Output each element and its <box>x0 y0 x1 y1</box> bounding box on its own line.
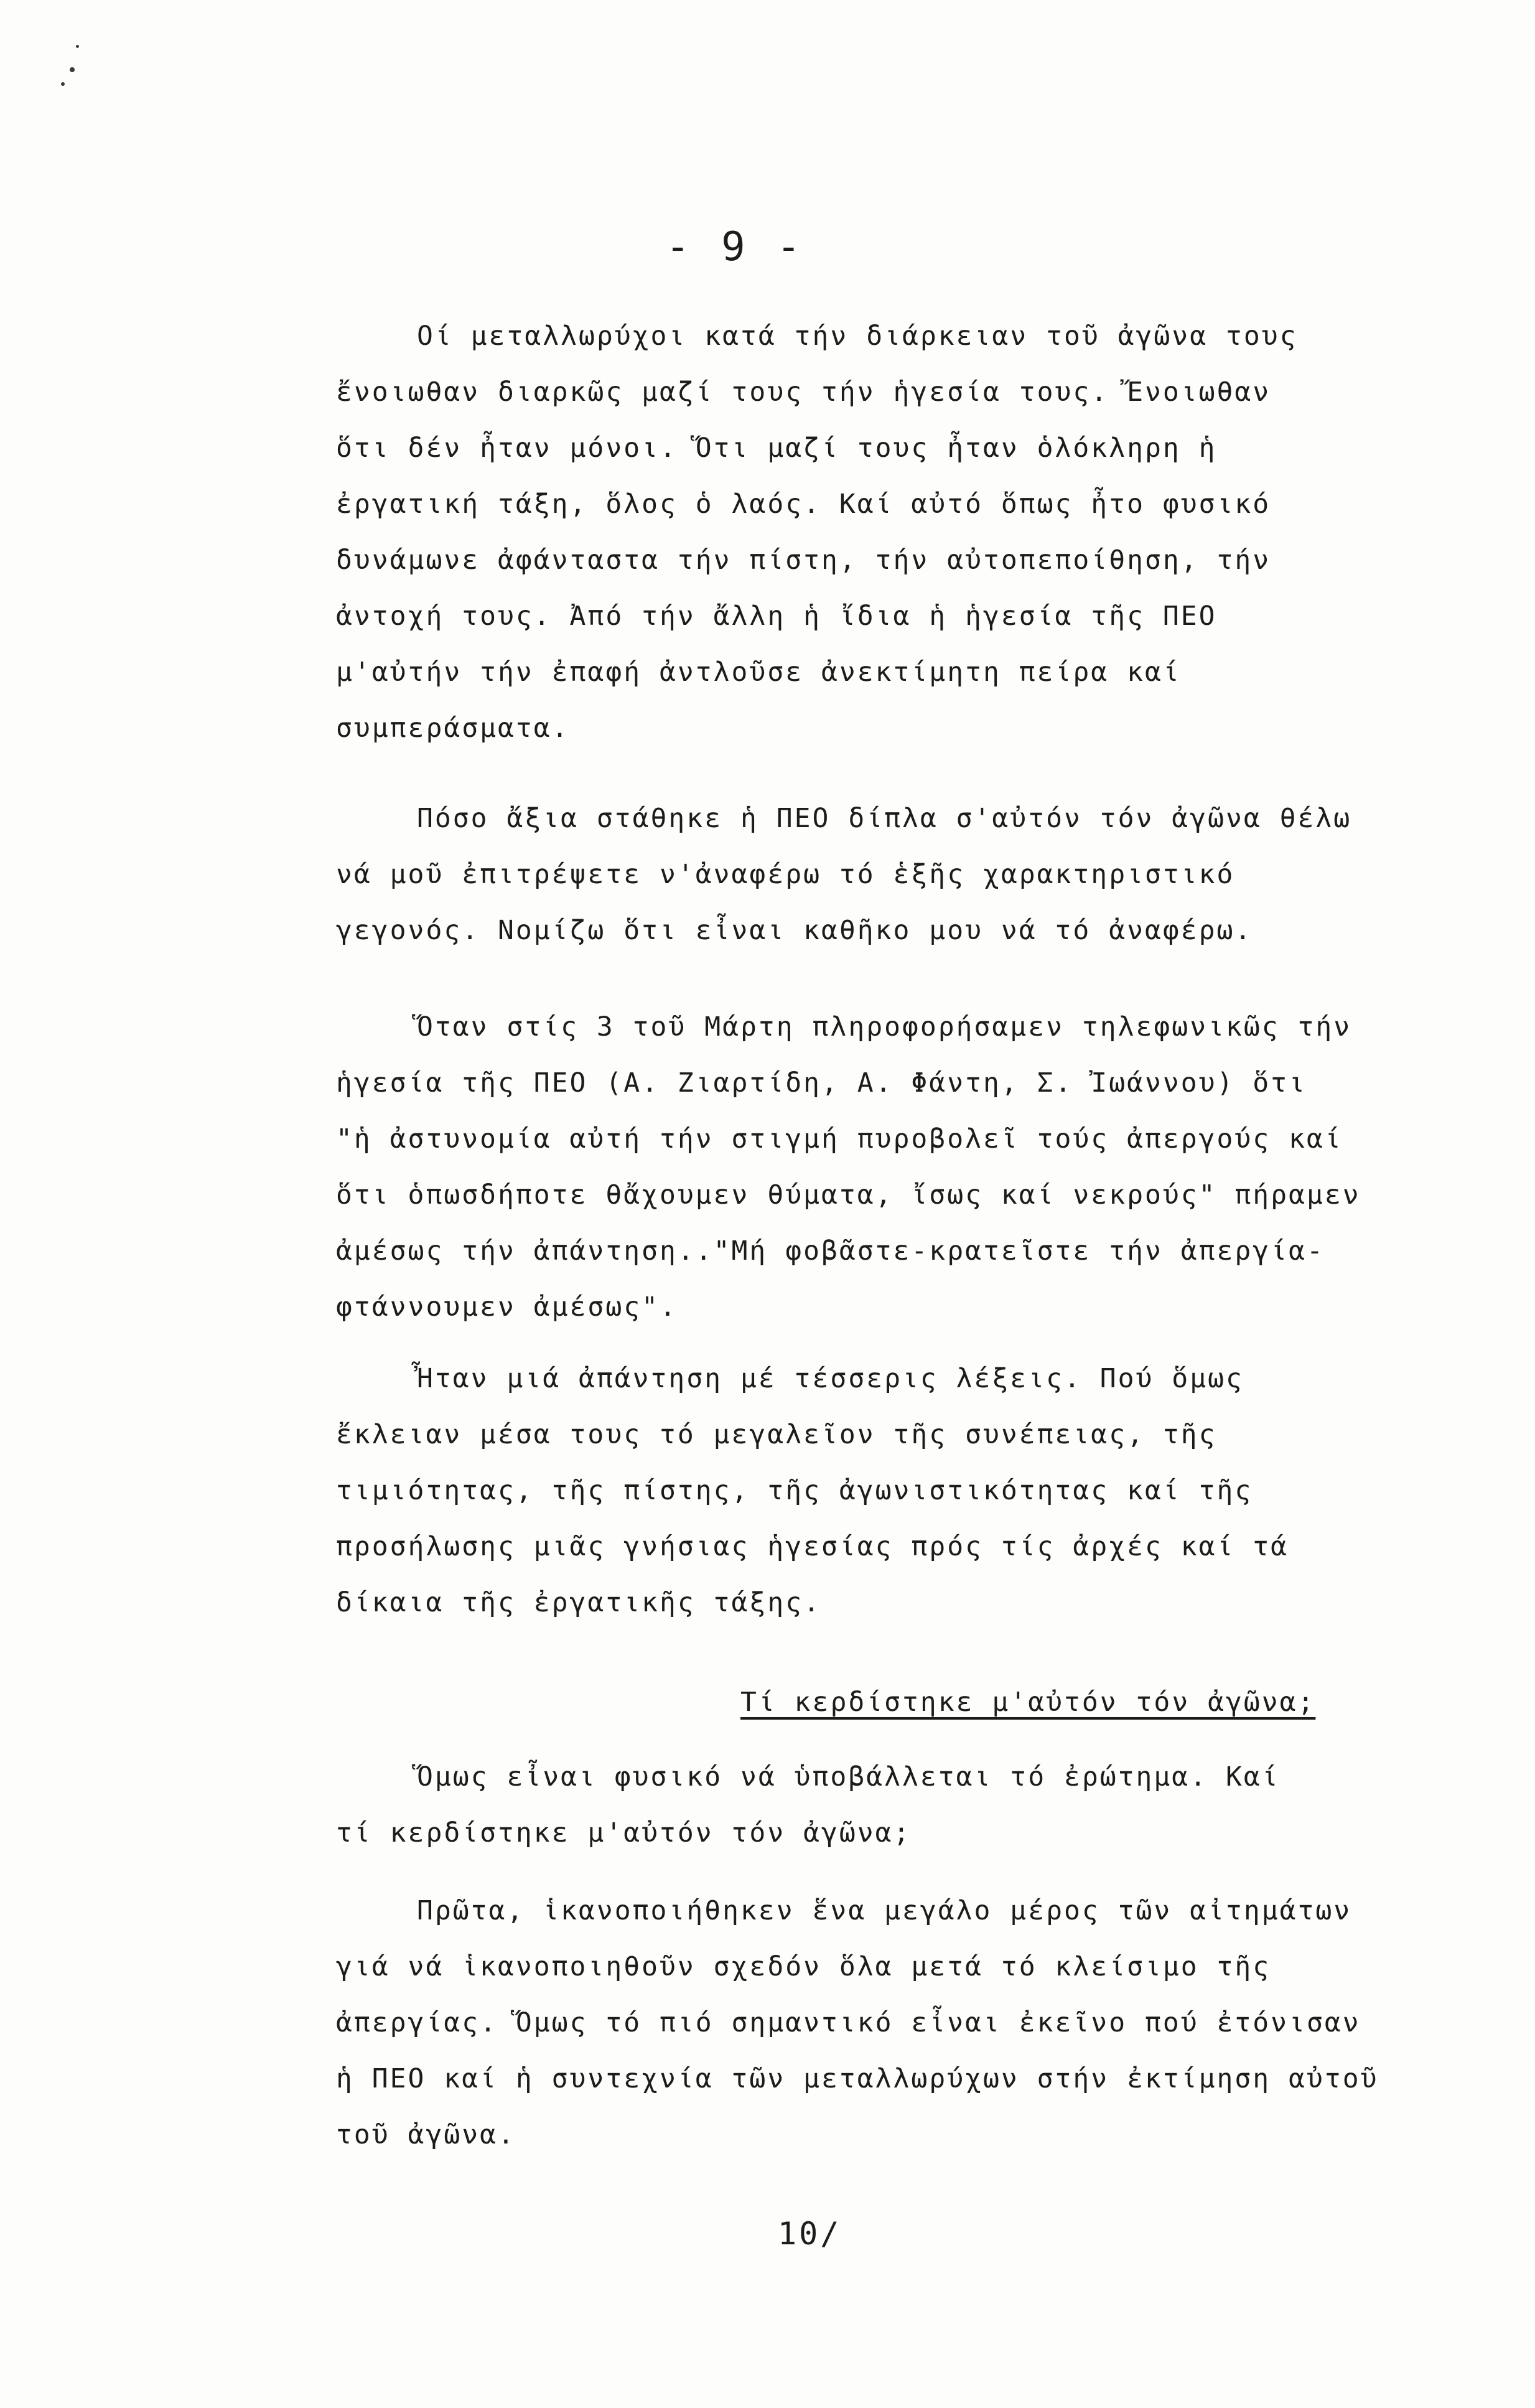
text-line: δυνάμωνε ἀφάνταστα τήν πίστη, τήν αὐτοπεποίθηση, τήν <box>336 545 1271 576</box>
text-line: Πόσο ἄξια στάθηκε ἡ ΠΕΟ δίπλα σ'αὐτόν τόν ἀγῶνα θέλω <box>417 803 1352 834</box>
text-line: ἐργατική τάξη, ὅλος ὁ λαός. Καί αὐτό ὅπως ἦτο φυσικό <box>336 489 1271 520</box>
paragraph-4 <box>336 1351 1394 1631</box>
text-line: "ἡ ἀστυνομία αὐτή τήν στιγμή πυροβολεῖ τούς ἀπεργούς καί <box>336 1123 1343 1155</box>
scan-speck <box>61 82 65 86</box>
text-line: ὅτι δέν ἦταν μόνοι. Ὅτι μαζί τους ἦταν ὁλόκληρη ἡ <box>336 433 1217 464</box>
text-line: ἀμέσως τήν ἀπάντηση.."Μή φοβᾶστε-κρατεῖστε τήν ἀπεργία- <box>336 1235 1325 1267</box>
text-line: προσήλωσης μιᾶς γνήσιας ἡγεσίας πρός τίς ἀρχές καί τά <box>336 1531 1289 1562</box>
paragraph-6 <box>336 1883 1394 2163</box>
paragraph-5 <box>336 1749 1394 1861</box>
text-line: ὅτι ὁπωσδήποτε θἄχουμεν θύματα, ἴσως καί νεκρούς" πήραμεν <box>336 1179 1361 1211</box>
text-line: ἀπεργίας. Ὅμως τό πιό σημαντικό εἶναι ἐκεῖνο πού ἐτόνισαν <box>336 2007 1361 2038</box>
scan-speck <box>70 67 75 72</box>
text-line: ἔνοιωθαν διαρκῶς μαζί τους τήν ἡγεσία τους. Ἔνοιωθαν <box>336 377 1271 408</box>
text-line: συμπεράσματα. <box>336 713 570 744</box>
text-line: γιά νά ἱκανοποιηθοῦν σχεδόν ὅλα μετά τό κλείσιμο τῆς <box>336 1951 1271 1982</box>
text-line: Ἦταν μιά ἀπάντηση μέ τέσσερις λέξεις. Πού ὅμως <box>417 1363 1244 1394</box>
text-line: τοῦ ἀγῶνα. <box>336 2119 516 2150</box>
text-line: φτάννουμεν ἀμέσως". <box>336 1291 678 1323</box>
scan-speck <box>76 45 79 48</box>
text-line: Ὅμως εἶναι φυσικό νά ὑποβάλλεται τό ἐρώτημα. Καί <box>417 1761 1280 1792</box>
text-line: ἀντοχή τους. Ἀπό τήν ἄλλη ἡ ἴδια ἡ ἡγεσία τῆς ΠΕΟ <box>336 601 1217 632</box>
text-line: γεγονός. Νομίζω ὅτι εἶναι καθῆκο μου νά τό ἀναφέρω. <box>336 915 1253 946</box>
paragraph-2 <box>336 790 1394 958</box>
text-line: ἡ ΠΕΟ καί ἡ συντεχνία τῶν μεταλλωρύχων στήν ἐκτίμηση αὐτοῦ <box>336 2063 1379 2094</box>
continuation-marker: 10/ <box>778 2216 842 2252</box>
text-line: Οί μεταλλωρύχοι κατά τήν διάρκειαν τοῦ ἀγῶνα τους <box>417 321 1298 352</box>
page-number: - 9 - <box>666 224 805 270</box>
paragraph-1 <box>336 308 1394 756</box>
text-line: Ὅταν στίς 3 τοῦ Μάρτη πληροφορήσαμεν τηλεφωνικῶς τήν <box>417 1011 1352 1042</box>
text-line: τιμιότητας, τῆς πίστης, τῆς ἀγωνιστικότητας καί τῆς <box>336 1475 1253 1506</box>
text-line: μ'αὐτήν τήν ἐπαφή ἀντλοῦσε ἀνεκτίμητη πείρα καί <box>336 657 1181 688</box>
text-line: Πρῶτα, ἱκανοποιήθηκεν ἕνα μεγάλο μέρος τῶν αἰτημάτων <box>417 1895 1352 1926</box>
text-line: ἡγεσία τῆς ΠΕΟ (Α. Ζιαρτίδη, Α. Φάντη, Σ. Ἰωάννου) ὅτι <box>336 1067 1307 1099</box>
text-line: δίκαια τῆς ἐργατικῆς τάξης. <box>336 1587 821 1618</box>
text-line: ἔκλειαν μέσα τους τό μεγαλεῖον τῆς συνέπειας, τῆς <box>336 1419 1217 1450</box>
section-heading: Τί κερδίστηκε μ'αὐτόν τόν ἀγῶνα; <box>740 1687 1316 1718</box>
text-line: τί κερδίστηκε μ'αὐτόν τόν ἀγῶνα; <box>336 1817 912 1848</box>
paragraph-3 <box>336 999 1394 1335</box>
text-line: νά μοῦ ἐπιτρέψετε ν'ἀναφέρω τό ἑξῆς χαρακτηριστικό <box>336 859 1235 890</box>
